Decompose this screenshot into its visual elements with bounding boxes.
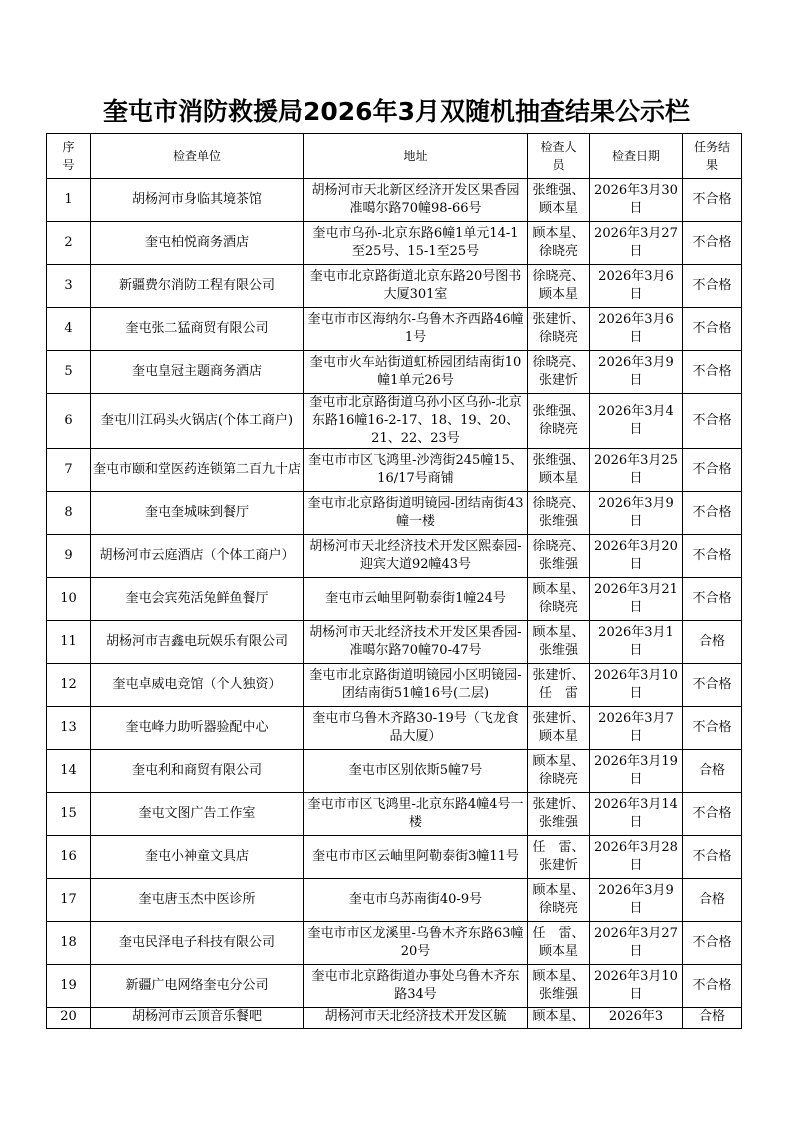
cell-no: 16 [47, 836, 91, 879]
cell-inspectors: 张建忻、任 雷 [528, 664, 590, 707]
header-result: 任务结 果 [683, 134, 742, 179]
cell-inspectors: 顾本星、徐晓亮 [528, 578, 590, 621]
header-row [47, 134, 742, 179]
table-row [47, 449, 742, 492]
cell-address: 奎屯市北京路街道明镜园小区明镜园-团结南街51幢16号(二层) [304, 664, 528, 707]
cell-result: 不合格 [683, 707, 742, 750]
cell-inspectors: 任 雷、张建忻 [528, 836, 590, 879]
cell-no: 15 [47, 793, 91, 836]
cell-inspectors: 张建忻、张维强 [528, 793, 590, 836]
cell-result: 不合格 [683, 222, 742, 265]
cell-inspectors: 顾本星、 [528, 1008, 590, 1029]
cell-no: 12 [47, 664, 91, 707]
table-row [47, 750, 742, 793]
cell-result: 不合格 [683, 535, 742, 578]
cell-date: 2026年3月10日 [590, 965, 683, 1008]
table-row [47, 836, 742, 879]
table-row [47, 793, 742, 836]
cell-address: 奎屯市市区龙溪里-乌鲁木齐东路63幢20号 [304, 922, 528, 965]
cell-no: 5 [47, 351, 91, 394]
cell-result: 不合格 [683, 578, 742, 621]
cell-inspectors: 张建忻、顾本星 [528, 707, 590, 750]
table-row [47, 707, 742, 750]
cell-no: 9 [47, 535, 91, 578]
cell-result: 不合格 [683, 308, 742, 351]
cell-unit: 奎屯张二猛商贸有限公司 [91, 308, 304, 351]
cell-result: 不合格 [683, 793, 742, 836]
cell-unit: 奎屯利和商贸有限公司 [91, 750, 304, 793]
header-unit: 检查单位 [91, 134, 304, 179]
cell-result: 不合格 [683, 922, 742, 965]
cell-address: 胡杨河市天北新区经济开发区果香园准噶尔路70幢98-66号 [304, 179, 528, 222]
table-row [47, 621, 742, 664]
cell-address: 奎屯市市区飞鸿里-北京东路4幢4号一楼 [304, 793, 528, 836]
cell-result: 不合格 [683, 265, 742, 308]
cell-address: 奎屯市市区飞鸿里-沙湾街245幢15、16/17号商铺 [304, 449, 528, 492]
cell-no: 1 [47, 179, 91, 222]
cell-no: 4 [47, 308, 91, 351]
cell-address: 胡杨河市天北经济技术开发区果香园-准噶尔路70幢70-47号 [304, 621, 528, 664]
header-address: 地址 [304, 134, 528, 179]
cell-no: 20 [47, 1008, 91, 1029]
results-table [46, 133, 742, 1029]
table-row [47, 179, 742, 222]
cell-inspectors: 顾本星、张维强 [528, 621, 590, 664]
cell-no: 10 [47, 578, 91, 621]
cell-unit: 奎屯卓威电竞馆（个人独资） [91, 664, 304, 707]
cell-date: 2026年3月25日 [590, 449, 683, 492]
cell-result: 合格 [683, 750, 742, 793]
cell-result: 合格 [683, 1008, 742, 1029]
cell-address: 奎屯市北京路街道北京东路20号图书大厦301室 [304, 265, 528, 308]
cell-result: 不合格 [683, 449, 742, 492]
cell-no: 8 [47, 492, 91, 535]
cell-inspectors: 徐晓亮、顾本星 [528, 265, 590, 308]
cell-unit: 胡杨河市云庭酒店（个体工商户） [91, 535, 304, 578]
cell-unit: 奎屯会宾苑活兔鲜鱼餐厅 [91, 578, 304, 621]
table-row [47, 664, 742, 707]
cell-unit: 新疆广电网络奎屯分公司 [91, 965, 304, 1008]
cell-no: 13 [47, 707, 91, 750]
cell-date: 2026年3月1日 [590, 621, 683, 664]
cell-date: 2026年3月19日 [590, 750, 683, 793]
cell-inspectors: 顾本星、张维强 [528, 965, 590, 1008]
cell-inspectors: 顾本星、徐晓亮 [528, 222, 590, 265]
cell-no: 2 [47, 222, 91, 265]
table-row [47, 492, 742, 535]
cell-no: 18 [47, 922, 91, 965]
cell-date: 2026年3月9日 [590, 351, 683, 394]
table-row [47, 1008, 742, 1029]
cell-inspectors: 张维强、徐晓亮 [528, 394, 590, 449]
cell-no: 14 [47, 750, 91, 793]
header-inspectors: 检查人 员 [528, 134, 590, 179]
cell-address: 胡杨河市天北经济技术开发区熙泰园-迎宾大道92幢43号 [304, 535, 528, 578]
cell-inspectors: 徐晓亮、张维强 [528, 492, 590, 535]
cell-date: 2026年3月21日 [590, 578, 683, 621]
cell-address: 奎屯市北京路街道乌孙小区乌孙-北京东路16幢16-2-17、18、19、20、21、22、23号 [304, 394, 528, 449]
cell-address: 奎屯市北京路街道办事处乌鲁木齐东路34号 [304, 965, 528, 1008]
cell-no: 6 [47, 394, 91, 449]
table-row [47, 394, 742, 449]
cell-no: 3 [47, 265, 91, 308]
page-title: 奎屯市消防救援局2026年3月双随机抽查结果公示栏 [103, 97, 690, 126]
cell-result: 不合格 [683, 492, 742, 535]
cell-address: 奎屯市乌孙-北京东路6幢1单元14-1至25号、15-1至25号 [304, 222, 528, 265]
header-date: 检查日期 [590, 134, 683, 179]
cell-address: 奎屯市市区云岫里阿勒泰街3幢11号 [304, 836, 528, 879]
cell-address: 奎屯市北京路街道明镜园-团结南街43幢一楼 [304, 492, 528, 535]
cell-date: 2026年3月9日 [590, 492, 683, 535]
cell-unit: 奎屯小神童文具店 [91, 836, 304, 879]
cell-unit: 奎屯柏悦商务酒店 [91, 222, 304, 265]
cell-unit: 胡杨河市云顶音乐餐吧 [91, 1008, 304, 1029]
cell-date: 2026年3月20日 [590, 535, 683, 578]
cell-unit: 奎屯市颐和堂医药连锁第二百九十店 [91, 449, 304, 492]
cell-unit: 奎屯奎城味到餐厅 [91, 492, 304, 535]
cell-date: 2026年3月10日 [590, 664, 683, 707]
cell-unit: 胡杨河市身临其境茶馆 [91, 179, 304, 222]
cell-date: 2026年3月28日 [590, 836, 683, 879]
cell-unit: 奎屯唐玉杰中医诊所 [91, 879, 304, 922]
cell-result: 不合格 [683, 836, 742, 879]
cell-inspectors: 任 雷、顾本星 [528, 922, 590, 965]
table-row [47, 879, 742, 922]
table-header [47, 134, 742, 179]
cell-result: 不合格 [683, 179, 742, 222]
table-row [47, 535, 742, 578]
cell-address: 胡杨河市天北经济技术开发区毓 [304, 1008, 528, 1029]
cell-unit: 奎屯民泽电子科技有限公司 [91, 922, 304, 965]
cell-date: 2026年3月14日 [590, 793, 683, 836]
cell-inspectors: 徐晓亮、张维强 [528, 535, 590, 578]
cell-address: 奎屯市乌鲁木齐路30-19号（飞龙食品大厦） [304, 707, 528, 750]
cell-unit: 奎屯皇冠主题商务酒店 [91, 351, 304, 394]
cell-date: 2026年3月7日 [590, 707, 683, 750]
cell-no: 11 [47, 621, 91, 664]
cell-inspectors: 徐晓亮、张建忻 [528, 351, 590, 394]
cell-date: 2026年3月9日 [590, 879, 683, 922]
cell-date: 2026年3月4日 [590, 394, 683, 449]
cell-date: 2026年3月6日 [590, 308, 683, 351]
cell-no: 19 [47, 965, 91, 1008]
table-body [47, 179, 742, 1029]
table-row [47, 965, 742, 1008]
cell-result: 不合格 [683, 351, 742, 394]
cell-inspectors: 张维强、顾本星 [528, 179, 590, 222]
cell-address: 奎屯市乌苏南街40-9号 [304, 879, 528, 922]
cell-date: 2026年3月27日 [590, 922, 683, 965]
cell-result: 不合格 [683, 965, 742, 1008]
cell-inspectors: 顾本星、徐晓亮 [528, 879, 590, 922]
cell-unit: 奎屯文图广告工作室 [91, 793, 304, 836]
cell-unit: 新疆费尔消防工程有限公司 [91, 265, 304, 308]
cell-inspectors: 顾本星、徐晓亮 [528, 750, 590, 793]
table-row [47, 922, 742, 965]
header-no: 序 号 [47, 134, 91, 179]
cell-unit: 奎屯峰力助听器验配中心 [91, 707, 304, 750]
cell-no: 17 [47, 879, 91, 922]
cell-date: 2026年3月6日 [590, 265, 683, 308]
cell-no: 7 [47, 449, 91, 492]
cell-address: 奎屯市市区海纳尔-乌鲁木齐西路46幢1号 [304, 308, 528, 351]
table-row [47, 222, 742, 265]
cell-address: 奎屯市火车站街道虹桥园团结南街10幢1单元26号 [304, 351, 528, 394]
cell-result: 合格 [683, 879, 742, 922]
cell-inspectors: 张建忻、徐晓亮 [528, 308, 590, 351]
table-row [47, 308, 742, 351]
cell-result: 合格 [683, 621, 742, 664]
cell-date: 2026年3月27日 [590, 222, 683, 265]
cell-result: 不合格 [683, 394, 742, 449]
cell-date: 2026年3 [590, 1008, 683, 1029]
cell-address: 奎屯市区别依斯5幢7号 [304, 750, 528, 793]
cell-inspectors: 张维强、顾本星 [528, 449, 590, 492]
table-row [47, 351, 742, 394]
table-row [47, 578, 742, 621]
cell-unit: 胡杨河市吉鑫电玩娱乐有限公司 [91, 621, 304, 664]
cell-date: 2026年3月30日 [590, 179, 683, 222]
table-row [47, 265, 742, 308]
cell-unit: 奎屯川江码头火锅店(个体工商户) [91, 394, 304, 449]
cell-address: 奎屯市云岫里阿勒泰街1幢24号 [304, 578, 528, 621]
cell-result: 不合格 [683, 664, 742, 707]
